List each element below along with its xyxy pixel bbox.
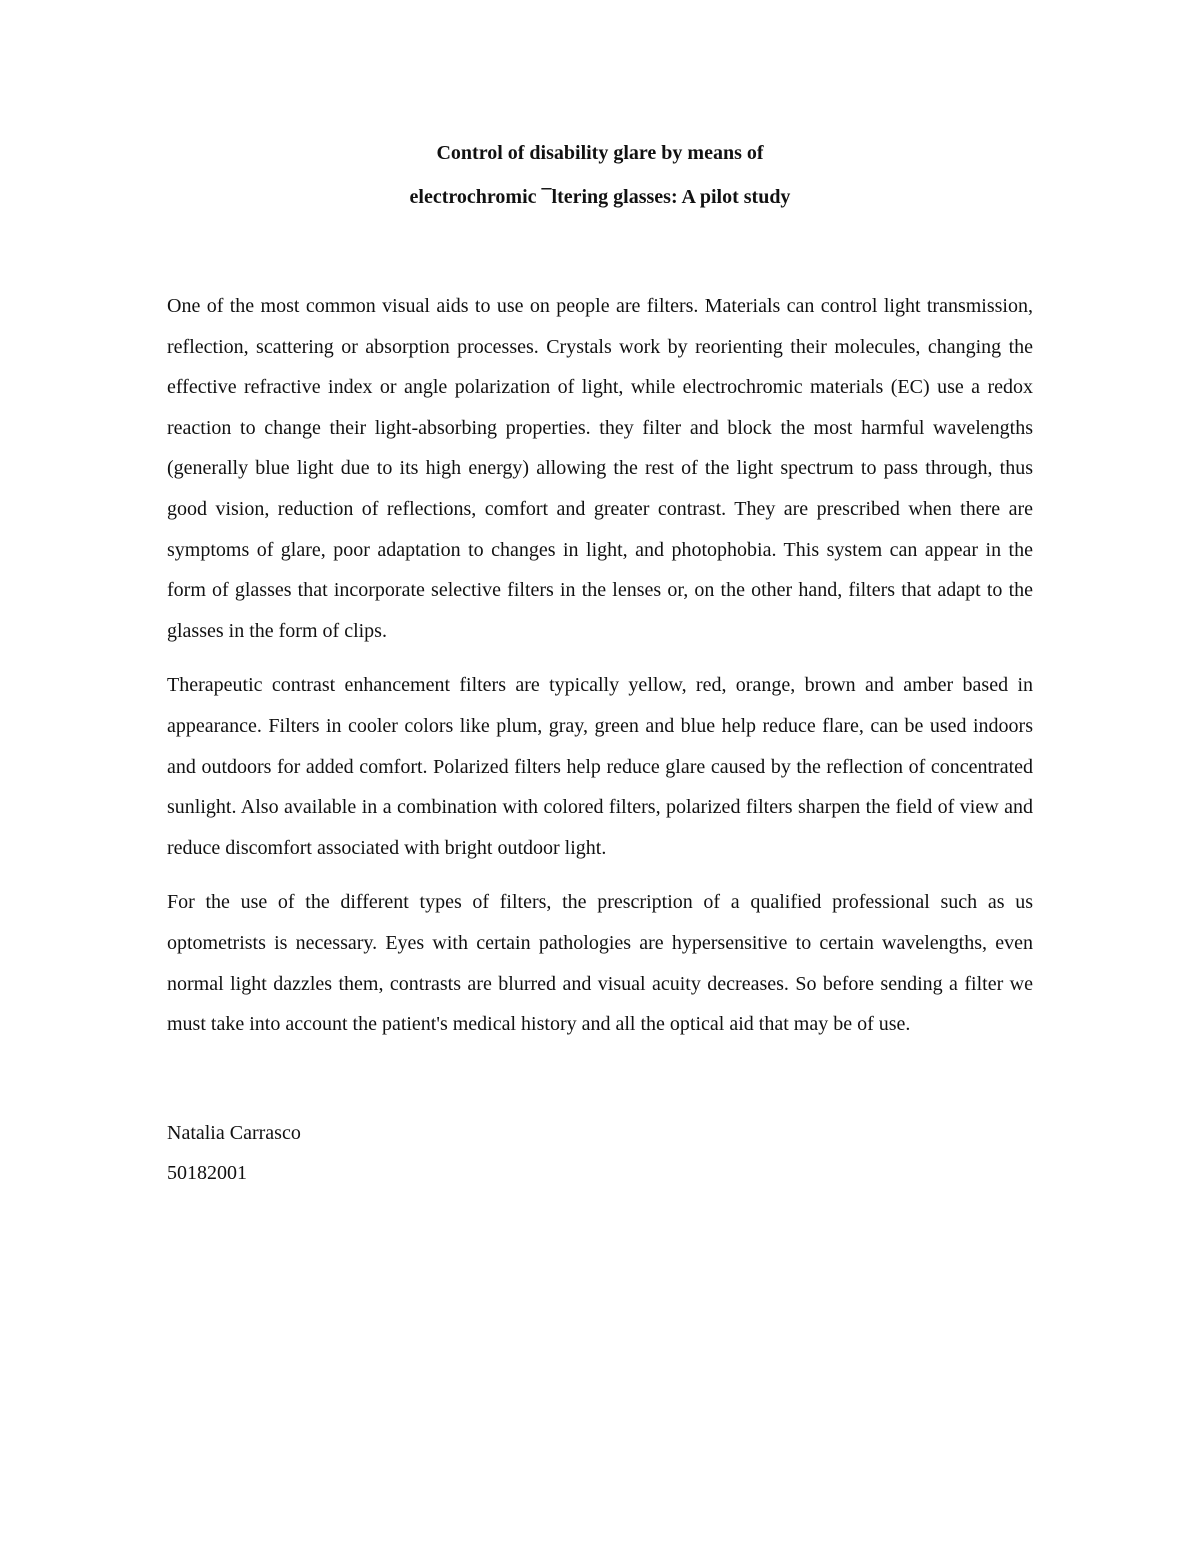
author-block (167, 1113, 1033, 1193)
title-line-1: Control of disability glare by means of (436, 142, 764, 164)
paragraph-1: One of the most common visual aids to use on people are filters. Materials can control light transmission, reflection, scattering or absorption processes. Crystals work by reorienting their molecules, changing the effective refractive index or angle polarization of light, while electrochromic materials (EC) use a redox reaction to change their light-absorbing properties. they filter and block the most harmful wavelengths (generally blue light due to its high energy) allowing the rest of the light spectrum to pass through, thus good vision, reduction of reflections, comfort and greater contrast. They are prescribed when there are symptoms of glare, poor adaptation to changes in light, and photophobia. This system can appear in the form of glasses that incorporate selective filters in the lenses or, on the other hand, filters that adapt to the glasses in the form of clips. (167, 295, 1033, 642)
title-line-2: electrochromic ¯ltering glasses: A pilot study (409, 186, 791, 208)
paragraph-3: For the use of the different types of filters, the prescription of a qualified professional such as us optometrists is necessary. Eyes with certain pathologies are hypersensitive to certain wavelengths, even normal light dazzles them, contrasts are blurred and visual acuity decreases. So before sending a filter we must take into account the patient's medical history and all the optical aid that may be of use. (167, 891, 1033, 1036)
document-body (167, 286, 1033, 1045)
paragraph-2: Therapeutic contrast enhancement filters are typically yellow, red, orange, brown and amber based in appearance. Filters in cooler colors like plum, gray, green and blue help reduce flare, can be used indoors and outdoors for added comfort. Polarized filters help reduce glare caused by the reflection of concentrated sunlight. Also available in a combination with colored filters, polarized filters sharpen the field of view and reduce discomfort associated with bright outdoor light. (167, 674, 1033, 859)
author-name: Natalia Carrasco (167, 1121, 301, 1144)
author-id: 50182001 (167, 1161, 247, 1184)
document-title (167, 138, 1033, 213)
document-content (167, 138, 1033, 1193)
